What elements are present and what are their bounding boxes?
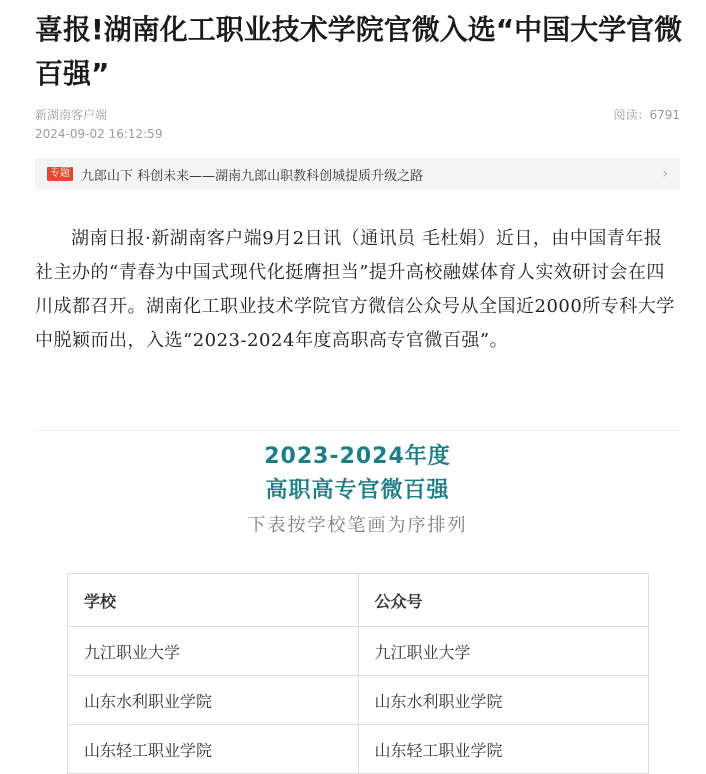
publish-time: 2024-09-02 16:12:59: [35, 127, 163, 141]
article-title: 喜报!湖南化工职业技术学院官微入选“中国大学官微百强”: [35, 13, 683, 90]
table-cell-account: 山东轻工职业学院: [358, 725, 649, 774]
topic-tag: 专题: [47, 167, 73, 181]
article-meta: [35, 106, 680, 143]
table-cell-account: 山东水利职业学院: [358, 676, 649, 725]
table-header-row: [68, 574, 649, 627]
table-row: [68, 676, 649, 725]
table-row: [68, 627, 649, 676]
read-count: 阅读：6791: [613, 108, 680, 122]
column-header-account: 公众号: [358, 574, 649, 627]
image-heading-title: 高职高专官微百强: [265, 478, 450, 503]
article-paragraph: 湖南日报·新湖南客户端9月2日讯（通讯员 毛杜娟）近日，由中国青年报社主办的“青春为中国式现代化挺膺担当”提升高校融媒体育人实效研讨会在四川成都召开。湖南化工职业技术学院官方微信公众号从全国近2000所专科大学中脱颖而出，入选“2023-2024年度高职高专官微百强”。: [35, 228, 675, 351]
image-heading-year: 2023-2024年度: [264, 444, 451, 469]
table-cell-school: 山东水利职业学院: [68, 676, 359, 725]
topic-title: 九郎山下 科创未来——湖南九郎山职教科创城提质升级之路: [81, 168, 424, 184]
table-cell-school: 九江职业大学: [68, 627, 359, 676]
article-image: [35, 430, 680, 774]
topic-banner[interactable]: [35, 158, 680, 190]
chevron-right-icon: ›: [662, 166, 668, 182]
article-source[interactable]: 新湖南客户端: [35, 108, 108, 122]
image-subheading: 下表按学校笔画为序排列: [247, 515, 468, 536]
table-cell-account: 九江职业大学: [358, 627, 649, 676]
column-header-school: 学校: [68, 574, 359, 627]
table-row: [68, 725, 649, 774]
ranking-table: [67, 573, 649, 774]
table-cell-school: 山东轻工职业学院: [68, 725, 359, 774]
